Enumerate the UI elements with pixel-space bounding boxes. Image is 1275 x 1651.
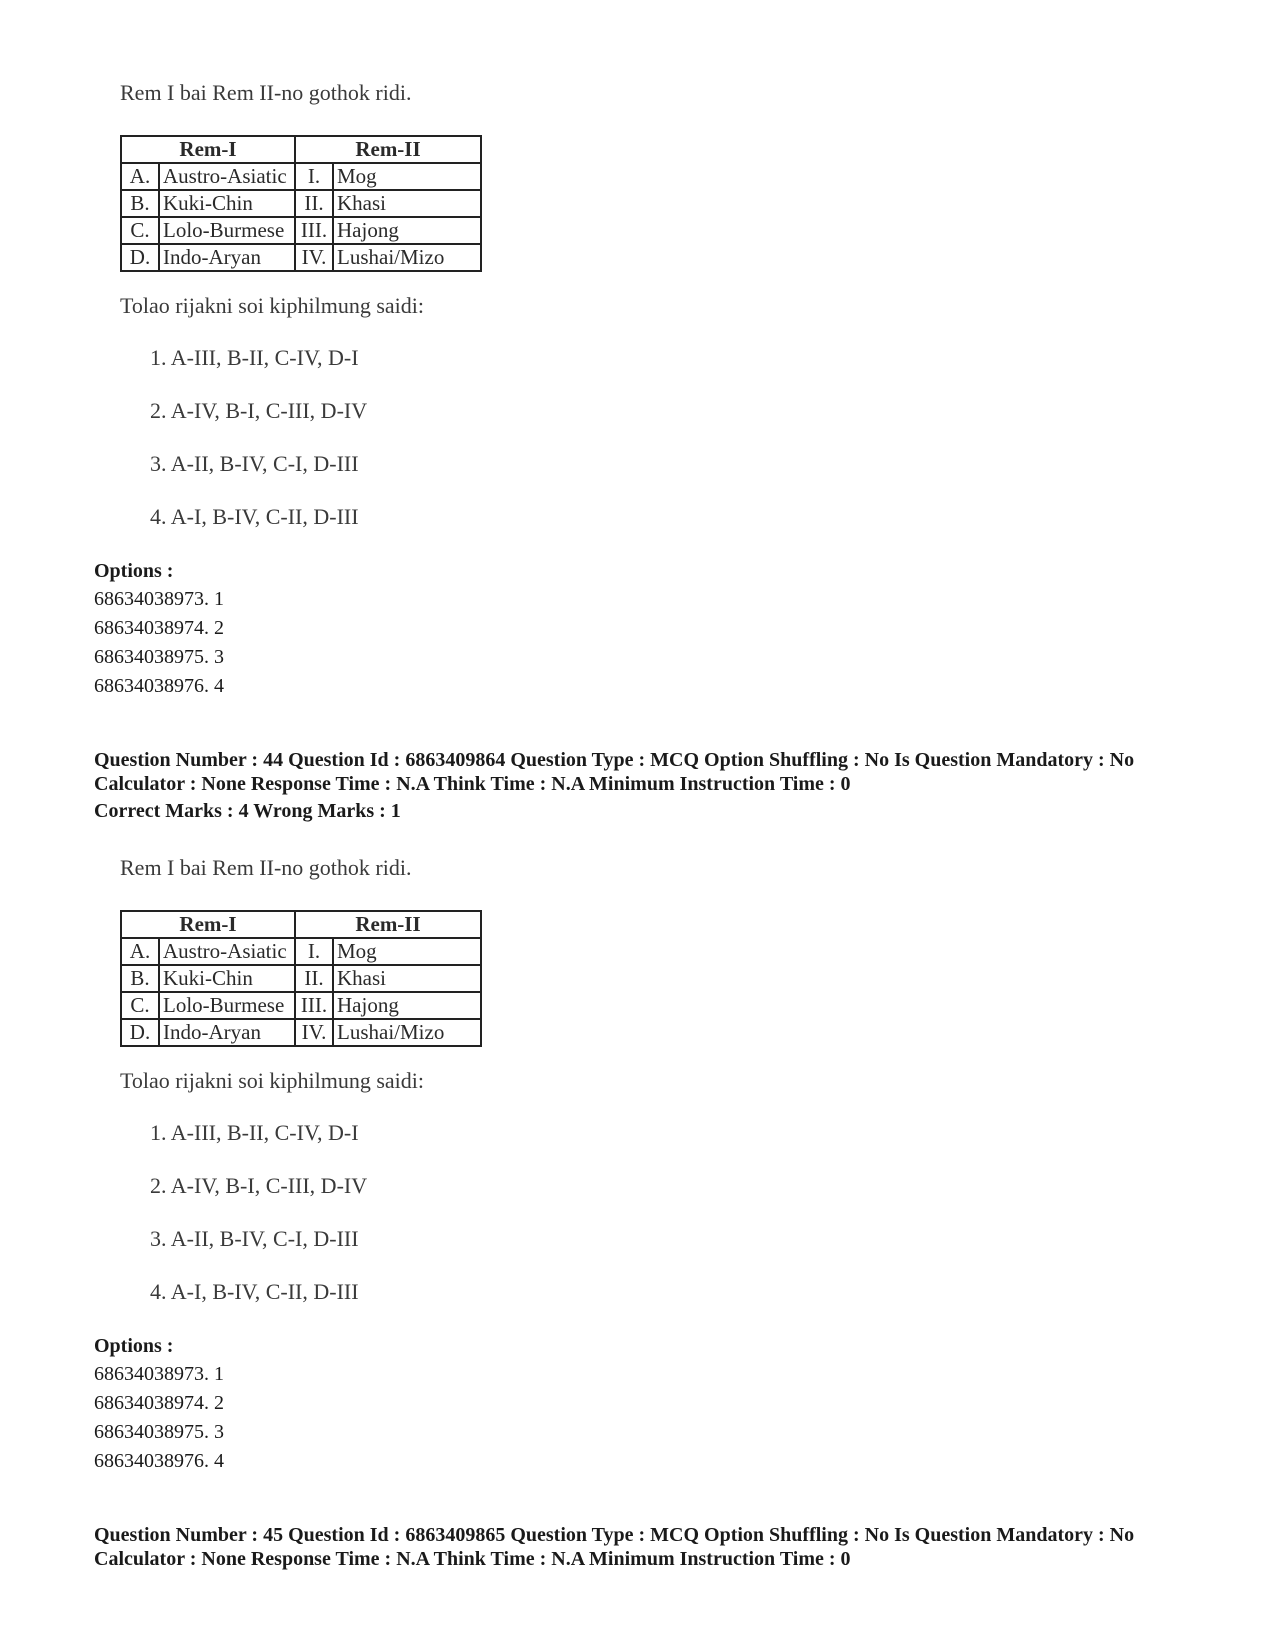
row-roman: II.: [295, 965, 333, 992]
options-label: Options :: [94, 1335, 174, 1357]
row-rem-ii-value: Lushai/Mizo: [333, 1019, 481, 1046]
row-rem-ii-value: Hajong: [333, 992, 481, 1019]
row-letter: B.: [121, 190, 159, 217]
choice-2: 2. A-IV, B-I, C-III, D-IV: [150, 398, 368, 423]
table-row: [121, 938, 481, 965]
question-stem: Rem I bai Rem II-no gothok ridi.: [120, 80, 412, 105]
row-rem-ii-value: Mog: [333, 163, 481, 190]
choice-4: 4. A-I, B-IV, C-II, D-III: [150, 504, 359, 529]
choice-3: 3. A-II, B-IV, C-I, D-III: [150, 1226, 359, 1251]
row-rem-ii-value: Khasi: [333, 965, 481, 992]
match-table: [120, 135, 482, 272]
row-rem-ii-value: Khasi: [333, 190, 481, 217]
row-roman: III.: [295, 992, 333, 1019]
row-letter: D.: [121, 1019, 159, 1046]
question-stem: Rem I bai Rem II-no gothok ridi.: [120, 855, 412, 880]
option-id-2: 68634038974. 2: [94, 617, 224, 639]
choice-1: 1. A-III, B-II, C-IV, D-I: [150, 1120, 359, 1145]
row-rem-i-value: Indo-Aryan: [159, 244, 295, 271]
option-id-4: 68634038976. 4: [94, 1450, 224, 1472]
options-label: Options :: [94, 560, 174, 582]
row-rem-i-value: Indo-Aryan: [159, 1019, 295, 1046]
option-id-1: 68634038973. 1: [94, 1363, 224, 1385]
table-header-row: [121, 136, 481, 163]
option-id-3: 68634038975. 3: [94, 646, 224, 668]
row-rem-i-value: Kuki-Chin: [159, 190, 295, 217]
column-header-rem-ii: Rem-II: [295, 911, 481, 938]
choice-3: 3. A-II, B-IV, C-I, D-III: [150, 451, 359, 476]
row-roman: I.: [295, 938, 333, 965]
row-letter: C.: [121, 217, 159, 244]
row-roman: III.: [295, 217, 333, 244]
option-id-1: 68634038973. 1: [94, 588, 224, 610]
row-rem-i-value: Austro-Asiatic: [159, 163, 295, 190]
table-row: [121, 217, 481, 244]
column-header-rem-i: Rem-I: [121, 911, 295, 938]
table-row: [121, 244, 481, 271]
row-rem-i-value: Austro-Asiatic: [159, 938, 295, 965]
table-header-row: [121, 911, 481, 938]
row-letter: D.: [121, 244, 159, 271]
row-roman: IV.: [295, 244, 333, 271]
row-roman: I.: [295, 163, 333, 190]
row-roman: II.: [295, 190, 333, 217]
row-rem-i-value: Lolo-Burmese: [159, 217, 295, 244]
table-row: [121, 992, 481, 1019]
row-rem-ii-value: Mog: [333, 938, 481, 965]
question-meta: Question Number : 44 Question Id : 6863409864 Question Type : MCQ Option Shuffling : No Is Question Mandatory : No Calculator : None Response Time : N.A Think Time : N.A Minimum Instruction Time : 0: [94, 749, 1135, 795]
table-row: [121, 163, 481, 190]
choice-4: 4. A-I, B-IV, C-II, D-III: [150, 1279, 359, 1304]
next-question-meta: Question Number : 45 Question Id : 6863409865 Question Type : MCQ Option Shuffling : No Is Question Mandatory : No Calculator : None Response Time : N.A Think Time : N.A Minimum Instruction Time : 0: [94, 1524, 1135, 1570]
row-letter: A.: [121, 163, 159, 190]
row-letter: C.: [121, 992, 159, 1019]
table-row: [121, 965, 481, 992]
row-rem-i-value: Lolo-Burmese: [159, 992, 295, 1019]
option-id-4: 68634038976. 4: [94, 675, 224, 697]
row-roman: IV.: [295, 1019, 333, 1046]
row-rem-i-value: Kuki-Chin: [159, 965, 295, 992]
row-letter: A.: [121, 938, 159, 965]
question-instruction: Tolao rijakni soi kiphilmung saidi:: [120, 293, 424, 318]
row-letter: B.: [121, 965, 159, 992]
question-instruction: Tolao rijakni soi kiphilmung saidi:: [120, 1068, 424, 1093]
match-table: [120, 910, 482, 1047]
table-row: [121, 1019, 481, 1046]
option-id-2: 68634038974. 2: [94, 1392, 224, 1414]
choice-1: 1. A-III, B-II, C-IV, D-I: [150, 345, 359, 370]
row-rem-ii-value: Lushai/Mizo: [333, 244, 481, 271]
column-header-rem-ii: Rem-II: [295, 136, 481, 163]
table-row: [121, 190, 481, 217]
option-id-3: 68634038975. 3: [94, 1421, 224, 1443]
column-header-rem-i: Rem-I: [121, 136, 295, 163]
question-marks: Correct Marks : 4 Wrong Marks : 1: [94, 800, 401, 822]
row-rem-ii-value: Hajong: [333, 217, 481, 244]
choice-2: 2. A-IV, B-I, C-III, D-IV: [150, 1173, 368, 1198]
